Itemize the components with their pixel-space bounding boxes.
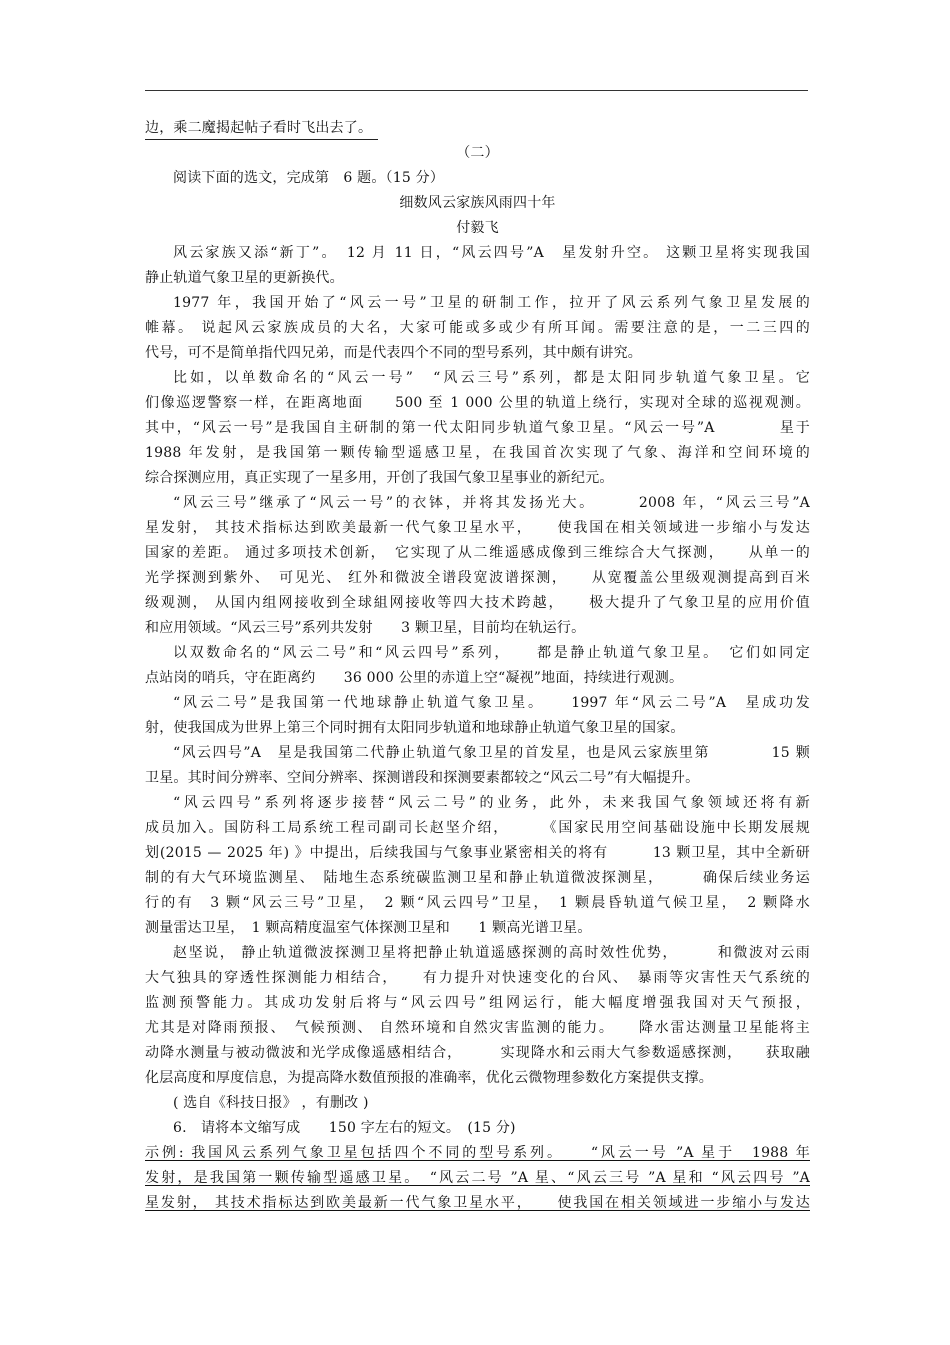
paragraph xyxy=(145,691,810,741)
paragraph-line: 行的有 3 颗“风云三号”卫星， 2 颗“风云四号”卫星， 1 颗晨昏轨道气候卫星， 2 颗降水 xyxy=(145,895,810,911)
paragraph-line: 点站岗的哨兵，守在距离约 36 000 公里的赤道上空“凝视”地面，持续进行观测。 xyxy=(145,670,684,686)
paragraph-line: 1977 年，我国开始了“风云一号”卫星的研制工作，拉开了风云系列气象卫星发展的 xyxy=(173,295,810,311)
paragraph-line: 大气独具的穿透性探测能力相结合， 有力提升对快速变化的台风、 暴雨等灾害性天气系统的 xyxy=(145,970,810,986)
paragraph-line: 静止轨道气象卫星的更新换代。 xyxy=(145,270,344,286)
paragraph-line: 以双数命名的“风云二号”和“风云四号”系列， 都是静止轨道气象卫星。 它们如同定 xyxy=(173,645,810,661)
paragraph-line: 比如，以单数命名的“风云一号” “风云三号”系列，都是太阳同步轨道气象卫星。它 xyxy=(173,370,810,386)
paragraph-line: “风云四号”系列将逐步接替“风云二号”的业务，此外，未来我国气象领域还将有新 xyxy=(173,795,810,811)
paragraph-line: 代号，可不是简单指代四兄弟，而是代表四个不同的型号系列，其中颇有讲究。 xyxy=(145,345,642,361)
paragraph-line: 其中，“风云一号”是我国自主研制的第一代太阳同步轨道气象卫星。“风云一号”A 星于 xyxy=(145,420,810,436)
paragraph-line: 帷幕。 说起风云家族成员的大名，大家可能或多或少有所耳闻。需要注意的是，一二三四的 xyxy=(145,320,810,336)
article-paragraphs xyxy=(145,241,810,1091)
lead-text: 边，乘二魔揭起帖子看时飞出去了。 xyxy=(145,117,378,140)
paragraph xyxy=(145,791,810,941)
question-6: 6. 请将本文缩写成 150 字左右的短文。 (15 分) xyxy=(173,1120,516,1136)
paragraph xyxy=(145,291,810,366)
paragraph-line: 划(2015 — 2025 年) 》中提出，后续我国与气象事业紧密相关的将有 13 颗卫星，其中全新研 xyxy=(145,845,810,861)
answer-line: 示例: 我国风云系列气象卫星包括四个不同的型号系列。 “风云一号 ”A 星于 1988 年 xyxy=(145,1145,810,1161)
paragraph-line: 综合探测应用，真正实现了一星多用，开创了我国气象卫星事业的新纪元。 xyxy=(145,470,614,486)
paragraph-line: 赵坚说， 静止轨道微波探测卫星将把静止轨道遥感探测的高时效性优势， 和微波对云雨 xyxy=(173,945,810,961)
paragraph xyxy=(145,241,810,291)
paragraph-line: 们像巡逻警察一样，在距离地面 500 至 1 000 公里的轨道上绕行，实现对全球的巡视观测。 xyxy=(145,395,810,411)
paragraph-line: 动降水测量与被动微波和光学成像遥感相结合， 实现降水和云雨大气参数遥感探测， 获取融 xyxy=(145,1045,810,1061)
paragraph-line: 光学探测到紫外、 可见光、 红外和微波全谱段宽波谱探测， 从宽覆盖公里级观测提高到百米 xyxy=(145,570,810,586)
paragraph-line: 监测预警能力。其成功发射后将与“风云四号”组网运行，能大幅度增强我国对天气预报， xyxy=(145,995,810,1011)
paragraph-line: 成员加入。国防科工局系统工程司副司长赵坚介绍， 《国家民用空间基础设施中长期发展规 xyxy=(145,820,810,836)
paragraph-line: 尤其是对降雨预报、 气候预测、 自然环境和自然灾害监测的能力。 降水雷达测量卫星能将主 xyxy=(145,1020,810,1036)
answer-block xyxy=(145,1141,810,1216)
answer-line: 发射，是我国第一颗传输型遥感卫星。 “风云二号 ”A 星、“风云三号 ”A 星和 “风云四号 ”A xyxy=(145,1170,810,1186)
paragraph-line: 1988 年发射，是我国第一颗传输型遥感卫星，在我国首次实现了气象、海洋和空间环境的 xyxy=(145,445,810,461)
paragraph-line: “风云四号”A 星是我国第二代静止轨道气象卫星的首发星，也是风云家族里第 15 颗 xyxy=(173,745,810,761)
section-instruction: 阅读下面的选文，完成第 6 题。（15 分） xyxy=(173,170,445,186)
answer-line: 星发射， 其技术指标达到欧美最新一代气象卫星水平， 使我国在相关领域进一步缩小与发达 xyxy=(145,1195,810,1211)
article-title: 细数风云家族风雨四十年 xyxy=(399,195,556,211)
document-body xyxy=(145,116,810,1216)
paragraph-line: 星发射， 其技术指标达到欧美最新一代气象卫星水平， 使我国在相关领域进一步缩小与发达 xyxy=(145,520,810,536)
paragraph xyxy=(145,366,810,491)
paragraph-line: 国家的差距。 通过多项技术创新， 它实现了从二维遥感成像到三维综合大气探测， 从单一的 xyxy=(145,545,810,561)
paragraph-line: 风云家族又添“新丁”。 12 月 11 日，“风云四号”A 星发射升空。 这颗卫星将实现我国 xyxy=(173,245,810,261)
paragraph xyxy=(145,741,810,791)
paragraph-line: 化层高度和厚度信息，为提高降水数值预报的准确率，优化云微物理参数化方案提供支撑。 xyxy=(145,1070,713,1086)
paragraph-line: 和应用领域。“风云三号”系列共发射 3 颗卫星，目前均在轨运行。 xyxy=(145,620,586,636)
section-number: （二） xyxy=(456,145,499,161)
paragraph xyxy=(145,941,810,1091)
paragraph xyxy=(145,641,810,691)
paragraph-line: 测量雷达卫星， 1 颗高精度温室气体探测卫星和 1 颗高光谱卫星。 xyxy=(145,920,592,936)
paragraph-line: 射，使我国成为世界上第三个同时拥有太阳同步轨道和地球静止轨道气象卫星的国家。 xyxy=(145,720,685,736)
paragraph-line: “风云二号”是我国第一代地球静止轨道气象卫星。 1997 年“风云二号”A 星成功发 xyxy=(173,695,810,711)
article-author: 付毅飞 xyxy=(456,220,499,236)
paragraph-line: “风云三号”继承了“风云一号”的衣钵，并将其发扬光大。 2008 年，“风云三号”A xyxy=(173,495,810,511)
paragraph-line: 制的有大气环境监测星、 陆地生态系统碳监测卫星和静止轨道微波探测星， 确保后续业务运 xyxy=(145,870,810,886)
paragraph-line: 卫星。其时间分辨率、空间分辨率、探测谱段和探测要素都较之“风云二号”有大幅提升。 xyxy=(145,770,700,786)
lead-line xyxy=(145,116,810,141)
paragraph xyxy=(145,491,810,641)
source-note: ( 选自《科技日报》 ，有删改 ) xyxy=(173,1095,369,1111)
paragraph-line: 级观测， 从国内组网接收到全球組网接收等四大技术跨越， 极大提升了气象卫星的应用价值 xyxy=(145,595,810,611)
header-rule xyxy=(145,90,808,91)
